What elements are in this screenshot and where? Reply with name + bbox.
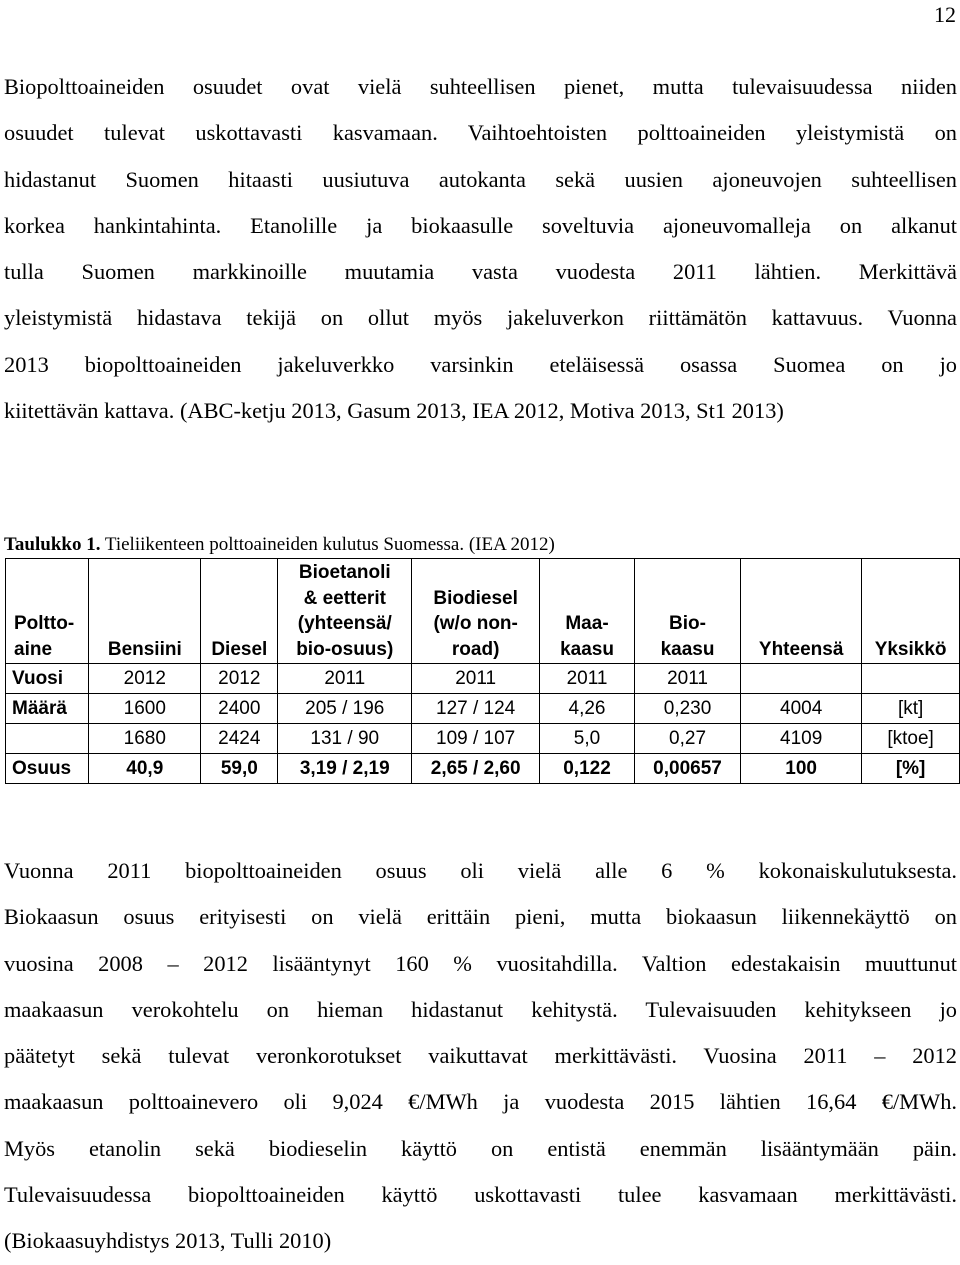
- table-cell: 2012: [89, 664, 201, 694]
- text-line: hidastanut Suomen hitaasti uusiutuva autokanta sekä uusien ajoneuvojen suhteellisen: [4, 166, 957, 192]
- text-line: päätetyt sekä tulevat veronkorotukset vaikuttavat merkittävästi. Vuosina 2011 – 2012: [4, 1043, 957, 1069]
- table-header-cell: Bensiini: [89, 559, 201, 664]
- table-cell: 4109: [741, 724, 862, 754]
- text-line: kiitettävän kattava. (ABC-ketju 2013, Gasum 2013, IEA 2012, Motiva 2013, St1 2013): [4, 398, 784, 424]
- table-cell: 109 / 107: [412, 724, 540, 754]
- text-line: tulla Suomen markkinoille muutamia vasta vuodesta 2011 lähtien. Merkittävä: [4, 259, 957, 285]
- table-row: [6, 754, 960, 784]
- table-header-cell: Bio- kaasu: [634, 559, 740, 664]
- table-header-cell: Bioetanoli & eetterit (yhteensä/ bio-osuus): [278, 559, 412, 664]
- table-cell: 2400: [201, 694, 278, 724]
- table-cell: 205 / 196: [278, 694, 412, 724]
- table-cell: 1680: [89, 724, 201, 754]
- table-cell: [kt]: [862, 694, 960, 724]
- table-caption: [4, 533, 555, 557]
- text-line: Vuonna 2011 biopolttoaineiden osuus oli vielä alle 6 % kokonaiskulutuksesta.: [4, 858, 957, 883]
- table-cell: Vuosi: [6, 664, 89, 694]
- text-line: maakaasun polttoainevero oli 9,024 €/MWh ja vuodesta 2015 lähtien 16,64 €/MWh.: [4, 1089, 957, 1115]
- table-cell: [741, 664, 862, 694]
- table-cell: Osuus: [6, 754, 89, 784]
- page-number: 12: [934, 2, 956, 27]
- fuel-consumption-table: [5, 558, 960, 784]
- table-cell: [6, 724, 89, 754]
- text-line: Tulevaisuudessa biopolttoaineiden käyttö uskottavasti tulee kasvamaan merkittävästi.: [4, 1182, 957, 1208]
- table-cell: 2,65 / 2,60: [412, 754, 540, 784]
- text-line: yleistymistä hidastava tekijä on ollut myös jakeluverkon riittämätön kattavuus. Vuonna: [4, 305, 957, 331]
- intro-paragraph: [4, 64, 957, 434]
- table-cell: [862, 664, 960, 694]
- table-cell: 100: [741, 754, 862, 784]
- table-row: [6, 694, 960, 724]
- table-cell: 2424: [201, 724, 278, 754]
- text-line: (Biokaasuyhdistys 2013, Tulli 2010): [4, 1228, 332, 1254]
- table-row: [6, 724, 960, 754]
- table-cell: 0,27: [634, 724, 740, 754]
- table-cell: 59,0: [201, 754, 278, 784]
- table-caption-label: Taulukko 1.: [4, 534, 101, 555]
- table-cell: Määrä: [6, 694, 89, 724]
- text-line: korkea hankintahinta. Etanolille ja biokaasulle soveltuvia ajoneuvomalleja on alkanut: [4, 212, 957, 238]
- table-cell: 2011: [278, 664, 412, 694]
- text-line: osuudet tulevat uskottavasti kasvamaan. Vaihtoehtoisten polttoaineiden yleistymistä on: [4, 120, 957, 146]
- table-cell: 5,0: [540, 724, 635, 754]
- table-cell: 1600: [89, 694, 201, 724]
- text-line: Biokaasun osuus erityisesti on vielä erittäin pieni, mutta biokaasun liikennekäyttö on: [4, 904, 957, 930]
- table-cell: 2012: [201, 664, 278, 694]
- table-cell: 4004: [741, 694, 862, 724]
- table-row: [6, 664, 960, 694]
- table-cell: 0,122: [540, 754, 635, 784]
- table-cell: 0,230: [634, 694, 740, 724]
- table-cell: 40,9: [89, 754, 201, 784]
- table-cell: [ktoe]: [862, 724, 960, 754]
- table-cell: 2011: [412, 664, 540, 694]
- table-header-cell: Biodiesel (w/o non- road): [412, 559, 540, 664]
- table-cell: 4,26: [540, 694, 635, 724]
- text-line: maakaasun verokohtelu on hieman hidastanut kehitystä. Tulevaisuuden kehitykseen jo: [4, 996, 957, 1022]
- table-cell: 3,19 / 2,19: [278, 754, 412, 784]
- table-header-cell: Diesel: [201, 559, 278, 664]
- discussion-paragraph: [4, 848, 957, 1265]
- text-line: vuosina 2008 – 2012 lisääntynyt 160 % vuositahdilla. Valtion edestakaisin muuttunut: [4, 950, 957, 976]
- text-line: Myös etanolin sekä biodieselin käyttö on entistä enemmän lisääntymään päin.: [4, 1135, 957, 1161]
- table-header-row: [6, 559, 960, 664]
- table-cell: 0,00657: [634, 754, 740, 784]
- table-cell: 2011: [540, 664, 635, 694]
- table-cell: 127 / 124: [412, 694, 540, 724]
- text-line: Biopolttoaineiden osuudet ovat vielä suhteellisen pienet, mutta tulevaisuudessa niiden: [4, 74, 957, 99]
- table-header-cell: Poltto- aine: [6, 559, 89, 664]
- table-header-cell: Yksikkö: [862, 559, 960, 664]
- table-cell: [%]: [862, 754, 960, 784]
- table-cell: 2011: [634, 664, 740, 694]
- table-header-cell: Maa- kaasu: [540, 559, 635, 664]
- table-cell: 131 / 90: [278, 724, 412, 754]
- text-line: 2013 biopolttoaineiden jakeluverkko varsinkin eteläisessä osassa Suomea on jo: [4, 351, 957, 377]
- table-caption-text: Tieliikenteen polttoaineiden kulutus Suomessa. (IEA 2012): [100, 534, 555, 555]
- table-header-cell: Yhteensä: [741, 559, 862, 664]
